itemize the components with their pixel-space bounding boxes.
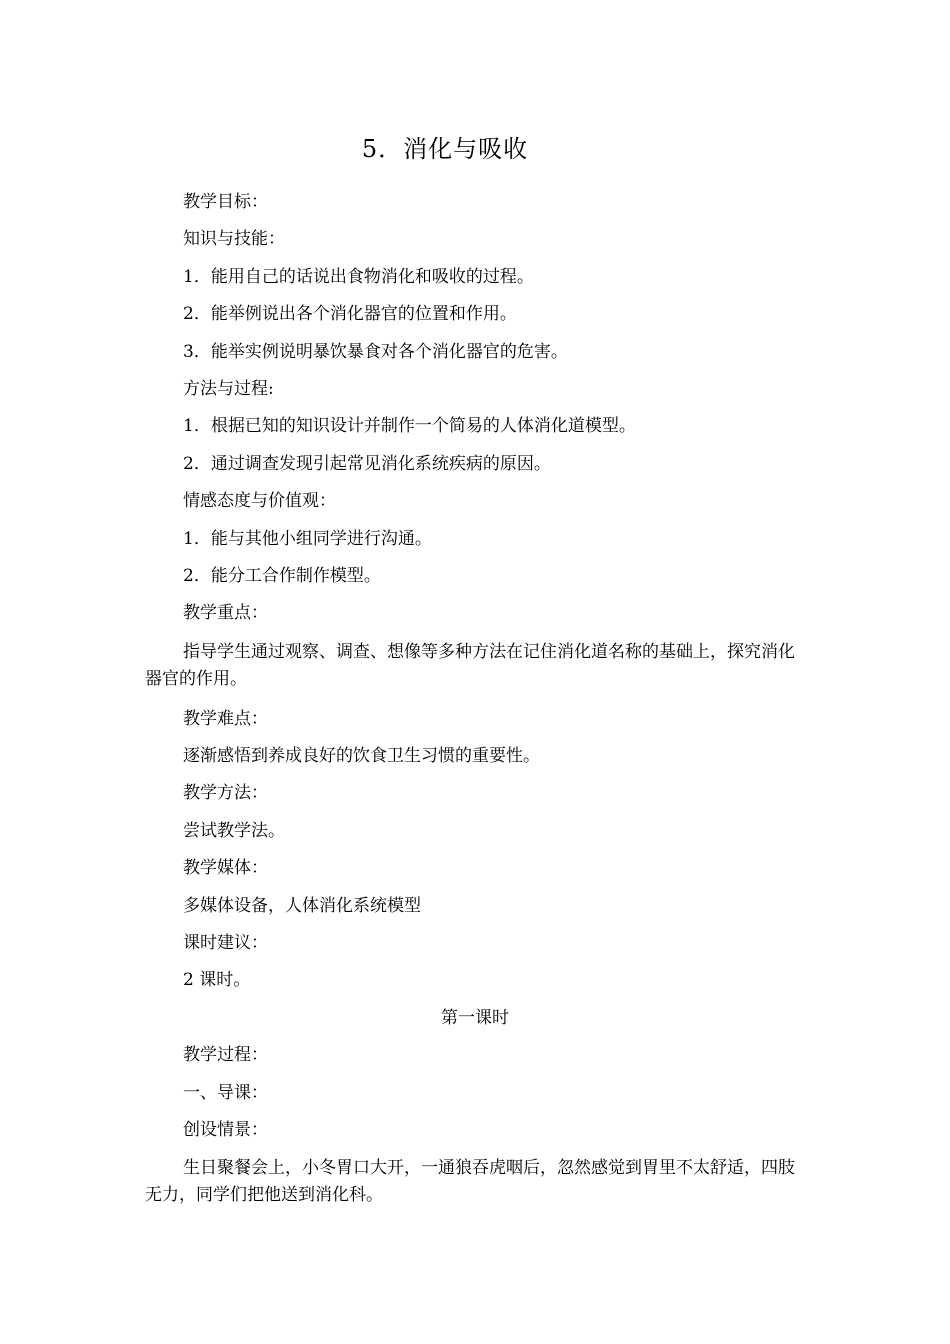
- subheading-method-process: 方法与过程:: [183, 378, 274, 399]
- subheading-scenario: 创设情景：: [183, 1119, 268, 1140]
- subheading-knowledge-skills: 知识与技能：: [183, 229, 285, 250]
- difficulties-paragraph: 逐渐感悟到养成良好的饮食卫生习惯的重要性。: [183, 746, 540, 767]
- subheading-attitude-values: 情感态度与价值观：: [183, 491, 336, 512]
- section-heading-class-hours: 课时建议：: [183, 933, 268, 954]
- section-heading-difficulties: 教学难点：: [183, 708, 268, 729]
- section-heading-teaching-process: 教学过程：: [183, 1045, 268, 1066]
- teaching-method-paragraph: 尝试教学法。: [183, 820, 285, 841]
- goal-item: 2．通过调查发现引起常见消化系统疾病的原因。: [183, 453, 551, 474]
- scenario-paragraph: 生日聚餐会上，小冬胃口大开，一通狼吞虎咽后，忽然感觉到胃里不太舒适，四肢无力，同学们把他送到消化科。: [145, 1158, 795, 1206]
- document-body: [145, 184, 805, 1217]
- section-heading-teaching-goals: 教学目标：: [183, 192, 268, 212]
- key-points-paragraph: 指导学生通过观察、调查、想像等多种方法在记住消化道名称的基础上，探究消化器官的作用。: [145, 641, 795, 689]
- subheading-introduction: 一、导课：: [183, 1082, 268, 1103]
- goal-item: 2．能分工合作制作模型。: [183, 565, 381, 586]
- goal-item: 1．根据已知的知识设计并制作一个简易的人体消化道模型。: [183, 416, 636, 437]
- section-heading-teaching-media: 教学媒体：: [183, 858, 268, 879]
- goal-item: 3．能举实例说明暴饮暴食对各个消化器官的危害。: [183, 341, 568, 362]
- goal-item: 1．能用自己的话说出食物消化和吸收的过程。: [183, 266, 534, 287]
- teaching-media-paragraph: 多媒体设备，人体消化系统模型: [183, 895, 421, 916]
- document-title: 5．消化与吸收: [361, 135, 529, 163]
- class-hours-paragraph: 2 课时。: [183, 970, 251, 991]
- goal-item: 1．能与其他小组同学进行沟通。: [183, 528, 432, 549]
- lesson-heading: 第一课时: [441, 1007, 509, 1028]
- section-heading-teaching-method: 教学方法：: [183, 783, 268, 804]
- goal-item: 2．能举例说出各个消化器官的位置和作用。: [183, 304, 517, 325]
- section-heading-key-points: 教学重点：: [183, 603, 268, 624]
